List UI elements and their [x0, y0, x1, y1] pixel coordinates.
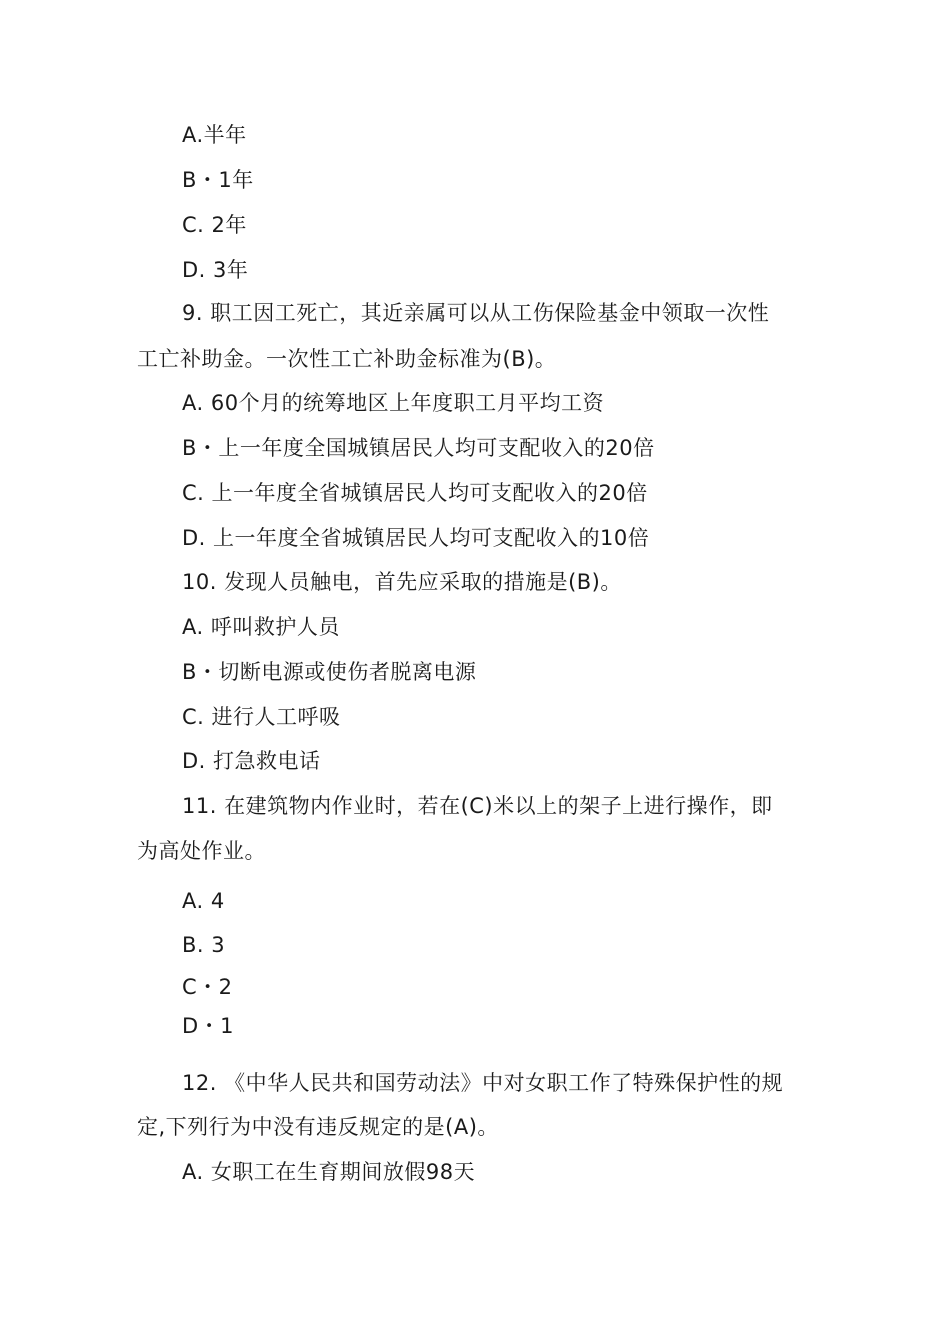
q10-option-a: A. 呼叫救护人员	[182, 615, 340, 639]
q9-option-b: B・上一年度全国城镇居民人均可支配收入的20倍	[182, 436, 655, 460]
q11-question-line1: 11. 在建筑物内作业时，若在(C)米以上的架子上进行操作，即	[182, 794, 773, 818]
q8-option-a: A.半年	[182, 123, 247, 147]
q8-option-c: C. 2年	[182, 213, 247, 237]
q10-option-d: D. 打急救电话	[182, 749, 321, 773]
q10-option-b: B・切断电源或使伤者脱离电源	[182, 660, 477, 684]
q9-option-c: C. 上一年度全省城镇居民人均可支配收入的20倍	[182, 481, 648, 505]
q11-question-line2: 为高处作业。	[137, 839, 266, 863]
q12-option-a: A. 女职工在生育期间放假98天	[182, 1160, 476, 1184]
q11-option-a: A. 4	[182, 889, 225, 913]
q9-question-line2: 工亡补助金。一次性工亡补助金标准为(B)。	[137, 347, 557, 371]
q9-question-line1: 9. 职工因工死亡，其近亲属可以从工伤保险基金中领取一次性	[182, 301, 770, 325]
q11-option-c: C・2	[182, 975, 233, 999]
q8-option-d: D. 3年	[182, 258, 249, 282]
q9-option-a: A. 60个月的统筹地区上年度职工月平均工资	[182, 391, 605, 415]
q8-option-b: B・1年	[182, 168, 254, 192]
q11-option-b: B. 3	[182, 933, 226, 957]
q10-question: 10. 发现人员触电，首先应采取的措施是(B)。	[182, 570, 622, 594]
q12-question-line1: 12. 《中华人民共和国劳动法》中对女职工作了特殊保护性的规	[182, 1071, 784, 1095]
q11-option-d: D・1	[182, 1014, 235, 1038]
q12-question-line2: 定,下列行为中没有违反规定的是(A)。	[137, 1115, 499, 1139]
q10-option-c: C. 进行人工呼吸	[182, 705, 341, 729]
q9-option-d: D. 上一年度全省城镇居民人均可支配收入的10倍	[182, 526, 650, 550]
